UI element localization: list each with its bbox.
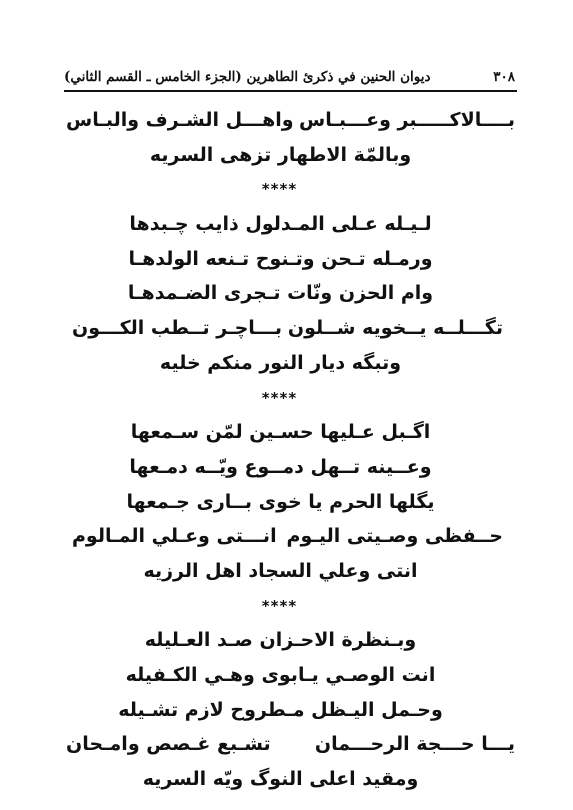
hemistich-left: واهـــل الشـرف والبـاس [66, 109, 294, 131]
section-separator: **** [261, 596, 298, 615]
verse-split-line [64, 727, 517, 762]
verse-line: ومقيد اعلى النوگ ويّه السريه [142, 768, 419, 791]
hemistich-left: انـــتى وعـلي المـالوم [72, 525, 277, 548]
verse-line: وبـنظرة الاحـزان صـد العـليله [144, 629, 417, 652]
verse-line: وحـمل اليـظل مـطروح لازم تشـيله [118, 698, 443, 721]
hemistich-right: حــفظى وصـيتى اليـوم [286, 525, 503, 548]
verse-split-line [64, 519, 517, 554]
verse-line: انت الوصـي يـابوى وهـي الكـفيله [125, 664, 436, 686]
hemistich-right: يـــا حـــجة الرحـــمان [314, 733, 515, 756]
verse-line: يگلها الحرم يا خوى بــارى جـمعها [126, 490, 435, 513]
running-header [64, 66, 515, 88]
verse-line: وبالمّة الاطهار تزهى السريه [149, 143, 412, 166]
verse-line: وام الحزن ونّات تـجرى الضـمدهـا [127, 282, 434, 305]
page-number: ٣٠٨ [493, 69, 515, 85]
verse-line: اگـبل عـليها حسـين لمّن سـمعها [130, 421, 431, 444]
verse-split-line [64, 311, 517, 346]
section-separator: **** [261, 388, 298, 407]
verse-line: انتى وعلي السجاد اهل الرزيه [143, 559, 418, 582]
hemistich-right: بــــالاكـــــبر وعـــبـاس [299, 109, 515, 131]
hemistich-left: تشـبع غـصص وامـحان [66, 733, 271, 756]
header-rule [64, 90, 517, 92]
verse-line: وتبگه ديار النور منكم خليه [159, 351, 402, 374]
poem-body [64, 103, 517, 797]
verse-split-line [64, 103, 517, 138]
hemistich-right: تگـــلــه يــخويه شــلون [287, 317, 503, 340]
verse-line: وعــينه تــهل دمــوع ويّــه دمـعها [129, 455, 432, 478]
verse-line: لـيـله عـلى المـدلول ذايب چـبدها [129, 213, 432, 236]
running-title: ديوان الحنين في ذكرئ الطاهرين (الجزء الخامس ـ القسم الثاني) [64, 69, 431, 85]
verse-line: ورمـله تـحن وتـنوح تـنعه الولدهـا [128, 247, 433, 270]
hemistich-left: بـــاچـر تــطب الكـــون [72, 317, 283, 340]
section-separator: **** [261, 180, 298, 199]
